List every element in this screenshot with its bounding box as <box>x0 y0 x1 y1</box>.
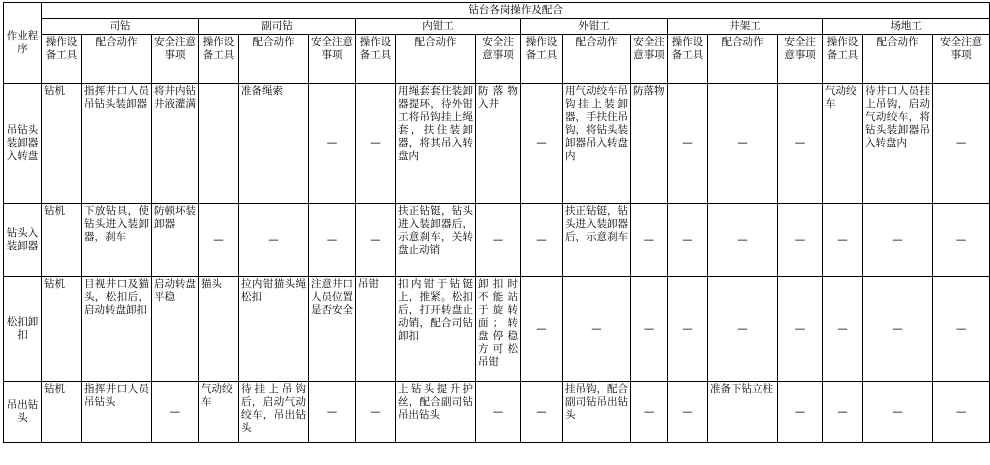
subheader-action: 配合动作 <box>82 35 152 84</box>
process-cell: 钻头入装卸器 <box>4 204 42 277</box>
table-cell-tool: — <box>521 84 563 204</box>
table-cell-action: 目视井口及猫头，松扣后，启动转盘卸扣 <box>82 277 152 382</box>
table-cell-safety: — <box>152 382 199 443</box>
table-cell-action: 挂吊钩，配合副司钻吊出钻头 <box>563 382 631 443</box>
table-cell-safety: 防顿坏装卸器 <box>152 204 199 277</box>
subheader-action: 配合动作 <box>863 35 933 84</box>
table-cell-action: — <box>708 277 778 382</box>
subheader-tool: 操作设备工具 <box>356 35 396 84</box>
table-cell-action: 待井口人员挂上吊钩，启动气动绞车，将钻头装卸器吊入转盘内 <box>863 84 933 204</box>
title-row <box>4 3 990 19</box>
table-cell-safety: 注意井口人员位置是否安全 <box>309 277 356 382</box>
table-cell-safety: — <box>933 277 990 382</box>
table-cell-safety: — <box>933 382 990 443</box>
table-cell-safety: — <box>778 277 823 382</box>
table-cell-safety: — <box>309 204 356 277</box>
table-cell-safety: — <box>778 84 823 204</box>
table-cell-action: — <box>863 382 933 443</box>
subheader-safety: 安全注意事项 <box>476 35 521 84</box>
subheader-safety: 安全注意事项 <box>152 35 199 84</box>
table-cell-tool: — <box>521 204 563 277</box>
table-cell-tool <box>199 84 239 204</box>
role-header-floorman: 场地工 <box>823 19 990 35</box>
table-cell-tool: — <box>823 204 863 277</box>
table-cell-action: — <box>708 84 778 204</box>
process-cell: 吊钻头装卸器入转盘 <box>4 84 42 204</box>
subheader-action: 配合动作 <box>708 35 778 84</box>
role-header-driller: 司钻 <box>42 19 199 35</box>
table-cell-tool: 吊钳 <box>356 277 396 382</box>
table-cell-action: 扣内钳于钻铤上，推紧。松扣后，打开转盘止动销，配合司钻卸扣 <box>396 277 476 382</box>
table-cell-safety: — <box>309 84 356 204</box>
table-cell-tool: — <box>521 382 563 443</box>
subheader-tool: 操作设备工具 <box>521 35 563 84</box>
table-cell-tool: — <box>668 277 708 382</box>
subheader-safety: 安全注意事项 <box>778 35 823 84</box>
table-cell-action: 扶正钻铤，钻头进入装卸器后，示意刹车，关转盘止动销 <box>396 204 476 277</box>
table-cell-tool: 钻机 <box>42 277 82 382</box>
table-cell-action: 下放钻具，使钻头进入装卸器，刹车 <box>82 204 152 277</box>
table-cell-safety: — <box>933 84 990 204</box>
table-cell-tool: 钻机 <box>42 84 82 204</box>
table-cell-tool: — <box>668 204 708 277</box>
table-cell-tool: — <box>356 204 396 277</box>
table-cell-action: 拉内钳猫头绳松扣 <box>239 277 309 382</box>
table-cell-tool: 气动绞车 <box>823 84 863 204</box>
table-cell-tool: 钻机 <box>42 204 82 277</box>
table-cell-action: 指挥井口人员吊钻头装卸器 <box>82 84 152 204</box>
table-cell-tool: 钻机 <box>42 382 82 443</box>
table-cell-action: — <box>863 277 933 382</box>
operation-table <box>3 2 990 443</box>
table-cell-action: 待挂上吊钩后，启动气动绞车，吊出钻头 <box>239 382 309 443</box>
table-cell-safety: — <box>631 204 668 277</box>
table-cell-tool: — <box>356 382 396 443</box>
table-title <box>42 3 990 19</box>
operation-table-wrapper <box>3 2 990 443</box>
table-cell-safety: 防落物 <box>631 84 668 204</box>
subheader-tool: 操作设备工具 <box>823 35 863 84</box>
subheader-action: 配合动作 <box>563 35 631 84</box>
process-cell: 松扣卸扣 <box>4 277 42 382</box>
table-cell-tool: 气动绞车 <box>199 382 239 443</box>
table-cell-safety: 卸扣时不能站于旋转面；转盘停稳方可松吊钳 <box>476 277 521 382</box>
role-header-inner-tong: 内钳工 <box>356 19 521 35</box>
table-cell-safety: — <box>309 382 356 443</box>
table-row <box>4 204 990 277</box>
table-row <box>4 382 990 443</box>
role-row <box>4 19 990 35</box>
table-cell-action: 扶正钻铤，钻头进入装卸器后，示意刹车 <box>563 204 631 277</box>
process-cell: 吊出钻头 <box>4 382 42 443</box>
subheader-safety: 安全注意事项 <box>631 35 668 84</box>
table-cell-safety: — <box>476 382 521 443</box>
table-cell-action: 准备绳索 <box>239 84 309 204</box>
table-row <box>4 84 990 204</box>
table-cell-safety: — <box>778 204 823 277</box>
table-cell-tool: — <box>668 382 708 443</box>
table-cell-action: — <box>239 204 309 277</box>
table-cell-tool: — <box>823 382 863 443</box>
table-cell-safety: — <box>933 204 990 277</box>
table-cell-tool: — <box>521 277 563 382</box>
role-header-outer-tong: 外钳工 <box>521 19 668 35</box>
role-header-derrickman: 井架工 <box>668 19 823 35</box>
table-cell-tool: — <box>668 84 708 204</box>
table-cell-safety: — <box>631 382 668 443</box>
table-cell-safety: — <box>778 382 823 443</box>
table-cell-safety: — <box>476 204 521 277</box>
table-title-text: 钻台各岗操作及配合 <box>468 4 563 16</box>
table-cell-action: 用绳套套住装卸器提环，待外钳工将吊钩挂上绳套，扶住装卸器，将其吊入转盘内 <box>396 84 476 204</box>
subheader-action: 配合动作 <box>239 35 309 84</box>
table-cell-action: 用气动绞车吊钩挂上装卸器，手扶住吊钩，将钻头装卸器吊入转盘内 <box>563 84 631 204</box>
table-cell-safety: 防落物入井 <box>476 84 521 204</box>
subheader-tool: 操作设备工具 <box>668 35 708 84</box>
table-cell-safety: — <box>631 277 668 382</box>
corner-header <box>4 3 42 84</box>
table-cell-tool: 猫头 <box>199 277 239 382</box>
table-cell-action: 准备下钻立柱 <box>708 382 778 443</box>
table-cell-action: — <box>863 204 933 277</box>
table-row <box>4 277 990 382</box>
subheader-tool: 操作设备工具 <box>42 35 82 84</box>
table-cell-action: 指挥井口人员吊钻头 <box>82 382 152 443</box>
corner-label: 作业程序 <box>6 30 39 55</box>
table-cell-action: — <box>563 277 631 382</box>
subheader-safety: 安全注意事项 <box>309 35 356 84</box>
table-cell-safety: 启动转盘平稳 <box>152 277 199 382</box>
table-cell-tool: — <box>356 84 396 204</box>
subheader-tool: 操作设备工具 <box>199 35 239 84</box>
table-cell-tool: — <box>199 204 239 277</box>
table-cell-tool: — <box>823 277 863 382</box>
table-cell-action: — <box>708 204 778 277</box>
subheader-safety: 安全注意事项 <box>933 35 990 84</box>
subheader-action: 配合动作 <box>396 35 476 84</box>
role-header-assistant-driller: 副司钻 <box>199 19 356 35</box>
table-cell-safety: 将井内钻井液灌满 <box>152 84 199 204</box>
table-cell-action: 上钻头提升护丝，配合副司钻吊出钻头 <box>396 382 476 443</box>
subheader-row <box>4 35 990 84</box>
